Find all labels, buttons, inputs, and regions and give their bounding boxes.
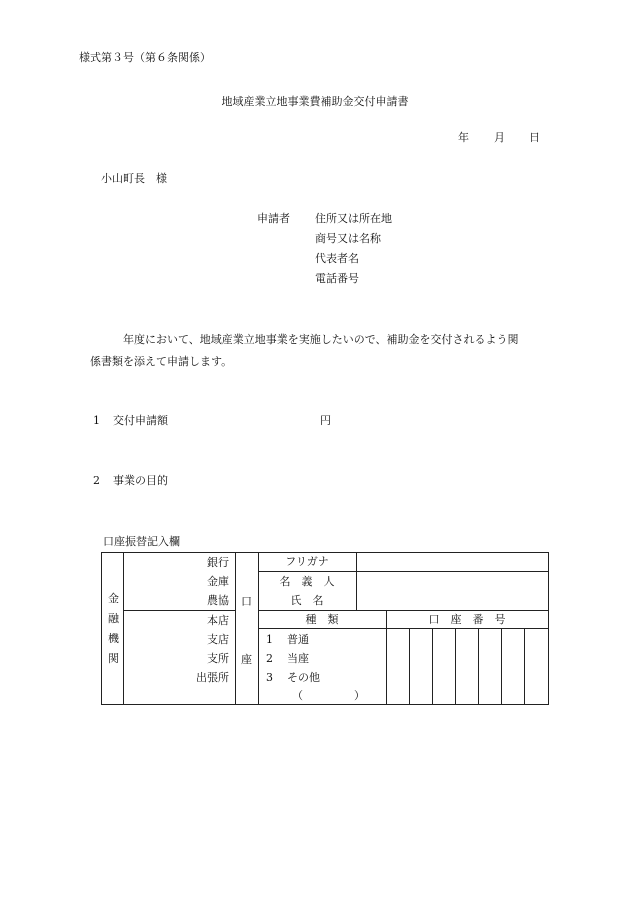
statement-line-1: 年度において、地域産業立地事業を実施したいので、補助金を交付されるよう関 xyxy=(123,333,519,346)
applicant-field-address: 住所又は所在地 xyxy=(315,212,392,225)
account-number-header: 口 座 番 号 xyxy=(428,613,506,626)
application-statement xyxy=(90,329,560,373)
account-type-1-number: 1 xyxy=(266,633,273,646)
branch-type-head: 本店 xyxy=(207,614,229,627)
bank-account-table xyxy=(101,552,549,705)
kinyu-char-3: 機 xyxy=(108,632,119,645)
other-paren-close: ） xyxy=(354,689,365,702)
furigana-label: フリガナ xyxy=(285,555,329,568)
account-type-2-number: 2 xyxy=(266,652,273,665)
other-paren-open: （ xyxy=(292,689,303,702)
kinyu-char-2: 融 xyxy=(108,612,119,625)
addressee: 小山町長 様 xyxy=(101,172,167,185)
applicant-label: 申請者 xyxy=(257,212,290,225)
branch-type-branch: 支店 xyxy=(207,633,229,646)
item-1-number: 1 xyxy=(93,414,100,427)
account-type-header: 種 類 xyxy=(305,613,339,626)
applicant-field-name: 商号又は名称 xyxy=(315,232,381,245)
branch-type-subbranch: 支所 xyxy=(207,652,229,665)
bank-type-shinkin: 金庫 xyxy=(207,575,229,588)
date-day-label: 日 xyxy=(529,131,540,144)
koza-char-1: 口 xyxy=(241,595,252,608)
bank-type-nokyo: 農協 xyxy=(207,594,229,607)
statement-line-2: 係書類を添えて申請します。 xyxy=(90,355,233,368)
page-title: 地域産業立地事業費補助金交付申請書 xyxy=(221,95,409,108)
account-type-3-label: その他 xyxy=(287,671,320,684)
applicant-field-representative: 代表者名 xyxy=(315,252,359,265)
kinyu-char-4: 関 xyxy=(108,652,119,665)
bank-section-heading: 口座振替記入欄 xyxy=(103,535,180,548)
date-year-label: 年 xyxy=(458,131,469,144)
account-type-3-number: 3 xyxy=(266,671,273,684)
koza-char-2: 座 xyxy=(241,653,252,666)
kinyu-char-1: 金 xyxy=(108,592,119,605)
item-2-number: 2 xyxy=(93,474,100,487)
form-number: 様式第３号（第６条関係） xyxy=(79,51,211,64)
date-month-label: 月 xyxy=(494,131,505,144)
branch-type-agency: 出張所 xyxy=(196,671,229,684)
bank-type-bank: 銀行 xyxy=(207,556,229,569)
account-type-1-label: 普通 xyxy=(287,633,309,646)
account-holder-label: 名 義 人 xyxy=(279,575,335,588)
item-2-label: 事業の目的 xyxy=(113,474,168,487)
account-holder-name-label: 氏 名 xyxy=(290,594,324,607)
item-1-unit: 円 xyxy=(320,414,331,427)
item-1-label: 交付申請額 xyxy=(113,414,168,427)
applicant-field-phone: 電話番号 xyxy=(315,272,359,285)
account-type-2-label: 当座 xyxy=(287,652,309,665)
